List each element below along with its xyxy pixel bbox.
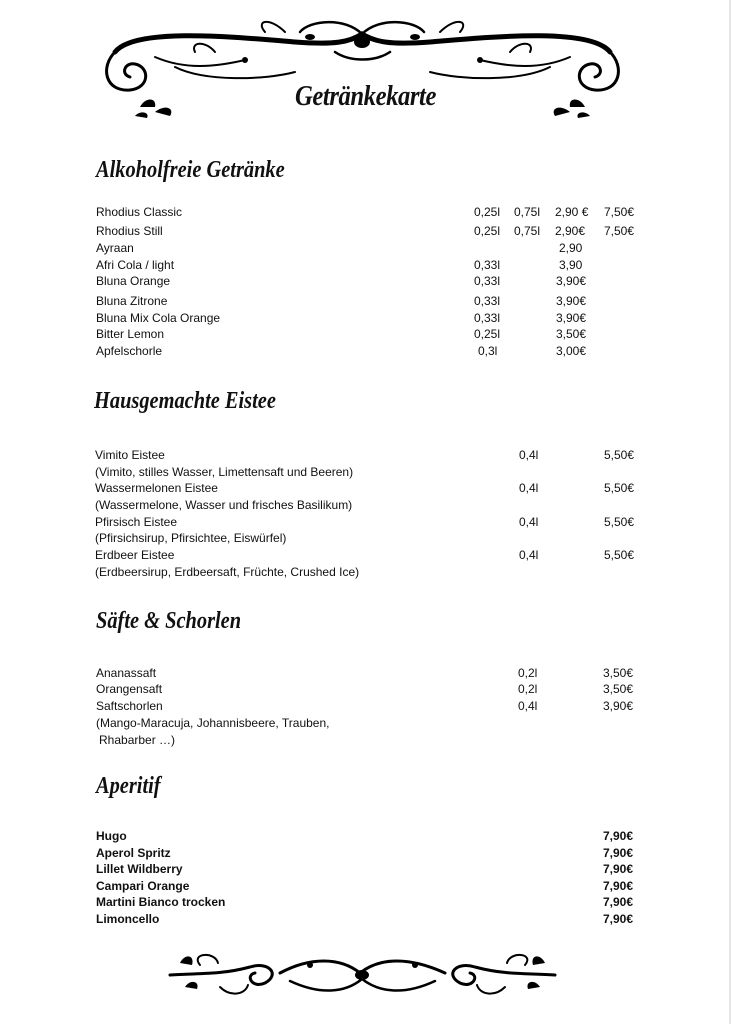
menu-item: [0, 845, 731, 862]
menu-item: [0, 240, 731, 257]
item-volume: 0,33l: [474, 258, 501, 272]
section-heading-aperitif: Aperitif: [96, 773, 161, 799]
item-name: Wassermelonen Eistee: [95, 481, 218, 495]
item-name: Saftschorlen: [96, 699, 163, 713]
item-name: Aperol Spritz: [96, 846, 171, 860]
section-heading-alkoholfrei: Alkoholfreie Getränke: [96, 157, 285, 183]
ornament-bottom: [160, 945, 565, 1005]
menu-item: [0, 204, 731, 221]
menu-item: [0, 878, 731, 895]
item-price: 3,50€: [603, 666, 634, 680]
item-volume: 0,33l: [474, 274, 501, 288]
item-description: (Vimito, stilles Wasser, Limettensaft und Beeren): [95, 465, 354, 479]
item-volume-large: 0,75l: [514, 205, 541, 219]
item-description: (Wassermelone, Wasser und frisches Basilikum): [95, 498, 353, 512]
item-name: Vimito Eistee: [95, 448, 165, 462]
item-price: 3,90€: [556, 274, 587, 288]
item-price: 5,50€: [604, 448, 635, 462]
item-volume: 0,4l: [518, 699, 538, 713]
item-name: Bluna Zitrone: [96, 294, 168, 308]
item-name: Afri Cola / light: [96, 258, 175, 272]
item-volume: 0,4l: [519, 548, 539, 562]
item-volume: 0,4l: [519, 515, 539, 529]
item-price: 2,90: [559, 241, 583, 255]
menu-item: [0, 681, 731, 698]
item-volume-large: 0,75l: [514, 224, 541, 238]
item-name: Ayraan: [96, 241, 134, 255]
item-price: 7,90€: [603, 862, 634, 876]
item-description: Rhabarber …): [99, 733, 176, 747]
item-price-large: 7,50€: [604, 205, 635, 219]
item-price-small: 2,90 €: [555, 205, 589, 219]
item-price: 3,50€: [556, 327, 587, 341]
menu-item: [0, 273, 731, 290]
item-volume: 0,33l: [474, 294, 501, 308]
item-volume: 0,2l: [518, 682, 538, 696]
item-name: Pfirsisch Eistee: [95, 515, 178, 529]
item-name: Hugo: [96, 829, 127, 843]
menu-item: [0, 447, 731, 464]
item-price: 7,90€: [603, 912, 634, 926]
item-volume-small: 0,25l: [474, 224, 501, 238]
item-price-small: 2,90€: [555, 224, 586, 238]
item-price: 5,50€: [604, 515, 635, 529]
item-name: Bluna Mix Cola Orange: [96, 311, 221, 325]
menu-item: [0, 293, 731, 310]
item-description: (Erdbeersirup, Erdbeersaft, Früchte, Crushed Ice): [95, 565, 360, 579]
menu-item: [0, 698, 731, 715]
item-volume: 0,4l: [519, 448, 539, 462]
item-name: Erdbeer Eistee: [95, 548, 175, 562]
item-price: 7,90€: [603, 879, 634, 893]
menu-item: [0, 514, 731, 531]
menu-item: [0, 547, 731, 564]
item-name: Rhodius Classic: [96, 205, 183, 219]
menu-item: [0, 326, 731, 343]
menu-item: [0, 480, 731, 497]
item-description: (Pfirsichsirup, Pfirsichtee, Eiswürfel): [95, 531, 287, 545]
item-price: 3,00€: [556, 344, 587, 358]
item-price: 3,90€: [556, 294, 587, 308]
item-name: Bitter Lemon: [96, 327, 165, 341]
item-name: Limoncello: [96, 912, 160, 926]
item-price: 7,90€: [603, 829, 634, 843]
item-price: 5,50€: [604, 481, 635, 495]
item-volume: 0,3l: [478, 344, 498, 358]
menu-item: [0, 223, 731, 240]
item-volume: 0,33l: [474, 311, 501, 325]
item-name: Campari Orange: [96, 879, 190, 893]
menu-item: [0, 343, 731, 360]
menu-item: [0, 310, 731, 327]
section-heading-saefte: Säfte & Schorlen: [96, 608, 242, 634]
section-heading-eistee: Hausgemachte Eistee: [94, 388, 276, 414]
item-price: 3,90€: [556, 311, 587, 325]
menu-item: [0, 665, 731, 682]
item-price: 5,50€: [604, 548, 635, 562]
item-volume-small: 0,25l: [474, 205, 501, 219]
item-name: Orangensaft: [96, 682, 163, 696]
menu-item: [0, 894, 731, 911]
menu-title: Getränkekarte: [295, 80, 436, 112]
item-description: (Mango-Maracuja, Johannisbeere, Trauben,: [96, 716, 330, 730]
item-volume: 0,4l: [519, 481, 539, 495]
item-name: Martini Bianco trocken: [96, 895, 226, 909]
item-name: Rhodius Still: [96, 224, 163, 238]
menu-item: [0, 861, 731, 878]
menu-item: [0, 257, 731, 274]
item-volume: 0,2l: [518, 666, 538, 680]
item-name: Lillet Wildberry: [96, 862, 183, 876]
item-price: 7,90€: [603, 846, 634, 860]
item-price: 3,50€: [603, 682, 634, 696]
item-volume: 0,25l: [474, 327, 501, 341]
item-price: 3,90€: [603, 699, 634, 713]
item-price: 7,90€: [603, 895, 634, 909]
menu-item: [0, 828, 731, 845]
item-name: Ananassaft: [96, 666, 157, 680]
item-price: 3,90: [559, 258, 583, 272]
item-name: Bluna Orange: [96, 274, 171, 288]
item-name: Apfelschorle: [96, 344, 163, 358]
menu-item: [0, 911, 731, 928]
item-price-large: 7,50€: [604, 224, 635, 238]
